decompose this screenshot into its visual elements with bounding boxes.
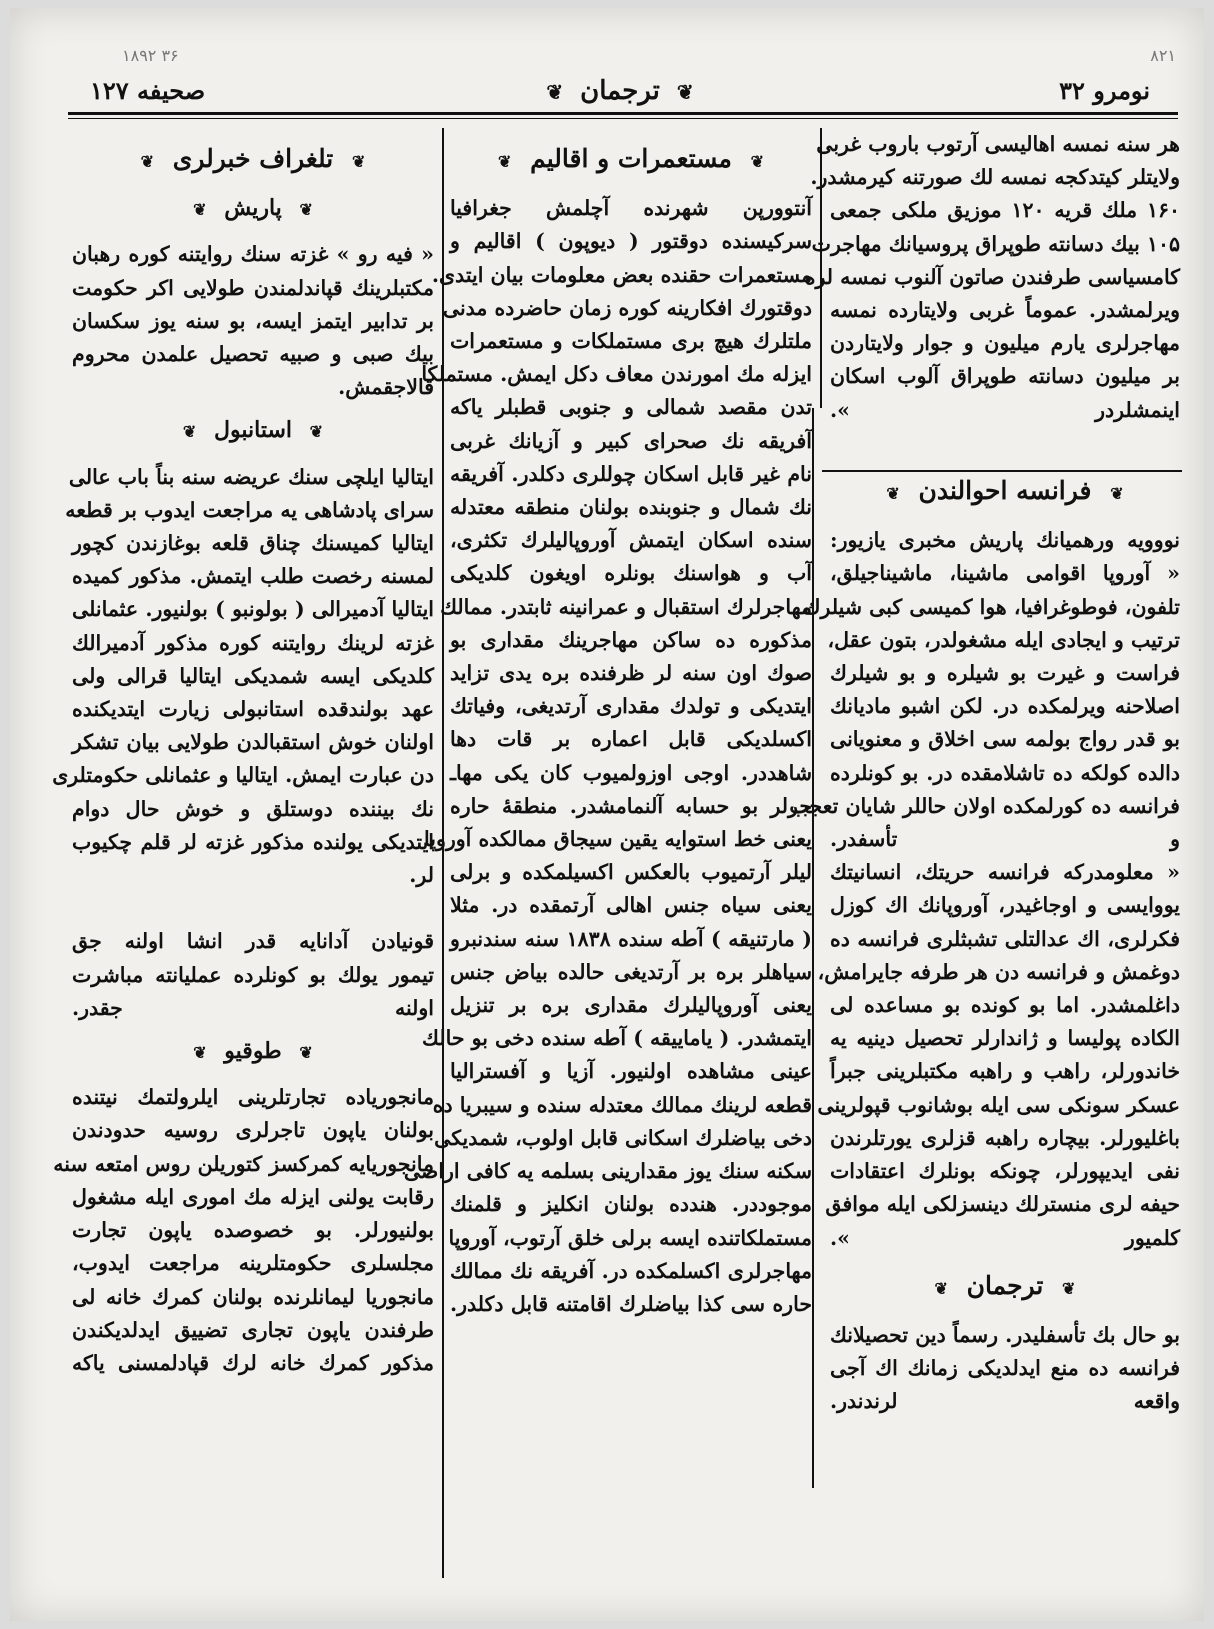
text-line: حاره سى كذا بياضلرك اقامتنه قابل دكلدر. xyxy=(450,1291,812,1316)
text-line: موجوددر. هندده بولنان انكليز و قلمنك xyxy=(450,1192,812,1217)
page-number: صحيفه ۱۲۷ xyxy=(90,76,206,105)
text-line: الكاده پوليسا و ژاندارلر تحصيل دينيه يه xyxy=(830,1026,1180,1051)
right-column xyxy=(789,128,1180,1608)
text-line: خاندورلر، راهب و راهبه مكتبلرينى جبراً xyxy=(830,1059,1180,1084)
text-line: فراست و غيرت بو شيلره و بو شيلرك xyxy=(830,661,1180,686)
ornament-icon: ❦ xyxy=(140,152,155,171)
text-line: آفريقه نك صحراى كبير و آزيانك غربى xyxy=(450,428,812,453)
text-line: نام غير قابل اسكان چوللرى دكلدر. آفريقه xyxy=(450,461,812,486)
text-line: ايتديكى يولنده مذكور غزته لر قلم چكيوب xyxy=(72,829,434,854)
text-line: دوغمش و فرانسه دن هر طرفه جايرامش، xyxy=(817,959,1180,984)
text-line: اينمشلردر ». xyxy=(830,397,1180,422)
text-line: مهاجرلرى اكسلمكده در. آفريقه نك ممالك xyxy=(450,1258,812,1283)
section-heading-tercuman: ❦ ترجمان ❦ xyxy=(934,1270,1076,1300)
text-line: ايزله مك امورندن معاف دكل ايمش. مستملكا xyxy=(421,362,812,387)
ornament-icon: ❦ xyxy=(351,152,366,171)
text-line: آب و هواسنك بونلره اويغون كلديكى xyxy=(450,561,812,586)
text-line: طرفندن ياپون تجارى تضييق ايدلديكندن xyxy=(72,1317,434,1342)
section-heading-colonies: ❦ مستعمرات و اقاليم ❦ xyxy=(497,144,765,173)
text-line: تدن مقصد شمالى و جنوبى قطبلر ياكه xyxy=(450,395,812,420)
newspaper-title xyxy=(538,76,701,106)
text-line: اولنان خوش استقبالدن طولايى بيان تشكر xyxy=(72,730,434,755)
text-line xyxy=(830,427,1180,460)
text-line: قالاجقمش. xyxy=(338,375,434,400)
text-line: لر. xyxy=(409,863,434,888)
text-line: مانجوريايه كمركسز كتوريلن روس امتعه سنه xyxy=(53,1151,434,1176)
text-line: عينى مشاهده اولنيور. آزيا و آفستراليا xyxy=(450,1059,812,1084)
text-line: دخى بياضلرك اسكانى قابل اولوب، شمديكى xyxy=(434,1125,812,1150)
article-tokyo xyxy=(53,1081,434,1380)
header-rule xyxy=(68,112,1178,115)
ornament-icon: ❦ xyxy=(299,1043,313,1063)
article-france xyxy=(789,524,1180,1254)
text-line: ملتلرك هيچ برى مستملكات و مستعمرات xyxy=(450,329,812,354)
title-text: ترجمان xyxy=(580,76,660,106)
text-line: مانجوريا ليمانلرنده بولنان كمرك خانه لى xyxy=(72,1284,434,1309)
text-line: كلميور ». xyxy=(830,1225,1180,1250)
header-rule-thin xyxy=(68,118,1178,119)
text-line: اكسلديكى قابل اعماره بر قات دها xyxy=(450,727,812,752)
subheading-tokyo: ❦ طوقيو ❦ xyxy=(193,1038,313,1065)
newspaper-page xyxy=(10,8,1204,1621)
text-line: سركيسنده دوقتور ( ديوپون ) اقاليم و xyxy=(450,229,812,254)
text-line: رقابت يولنى ايزله مك امورى ايله مشغول xyxy=(72,1184,434,1209)
text-line: كامسياسى طرفندن صاتون آلنوب نمسه لره xyxy=(804,264,1180,289)
text-line: جرلر بو حسابه آلنمامشدر. منطقهٔ حاره xyxy=(450,793,812,818)
subheading-paris: ❦ پاريش ❦ xyxy=(193,195,313,222)
ornament-icon: ❦ xyxy=(1110,484,1124,504)
ornament-icon: ❦ xyxy=(299,200,313,220)
text-line: عسكر سونكى سى ايله بوشانوب قپولرينى xyxy=(817,1092,1180,1117)
text-line: سراى پادشاهى يه مراجعت ايدوب بر قطعه xyxy=(65,497,434,522)
ornament-icon: ❦ xyxy=(750,152,765,171)
article-paris xyxy=(72,238,434,404)
text-line: بو قدر رواج بولمه سى اخلاق و معنويانى xyxy=(830,727,1180,752)
text-line: نك بيننده دوستلق و خوش حال دوام xyxy=(72,796,434,821)
text-line: بر ميليون دسانته طوپراق آلوب اسكان xyxy=(830,364,1180,389)
text-line: تلفون، فوطوغرافيا، هوا كميسى كبى شيلرك xyxy=(803,594,1180,619)
ornament-icon: ❦ xyxy=(546,80,564,104)
left-column xyxy=(52,128,434,1618)
text-line: داغلمشدر. اما بو كونده بو مساعده لى xyxy=(830,993,1180,1018)
text-line: صوك اون سنه لر ظرفنده بره يدى تزايد xyxy=(450,661,812,686)
text-line: اصلاحنه ويرلمكده در. لكن اشبو ماديانك xyxy=(830,694,1180,719)
text-line: ( مارتنيقه ) آطه سنده ۱۸۳۸ سنه سندنبرو xyxy=(450,926,812,951)
ornament-icon: ❦ xyxy=(193,1043,207,1063)
text-line: ترتيب و ايجادى ايله مشغولدر، بتون عقل، xyxy=(827,627,1180,652)
text-line: قونيادن آدانايه قدر انشا اولنه جق xyxy=(72,929,434,954)
issue-number: نومرو ۳۲ xyxy=(1059,76,1150,105)
column-divider xyxy=(812,408,814,1488)
text-line: ايتاليا آدميرالى ( بولونبو ) بولنيور. عثمانلى xyxy=(72,597,434,622)
text-line: باغليورلر. بيچاره راهبه قزلرى يورتلرندن xyxy=(830,1125,1180,1150)
ornament-icon: ❦ xyxy=(934,1278,948,1298)
text-line: سياهلر بره بر آرتديغى حالده بياض جنس xyxy=(450,959,812,984)
text-line: فرانسه ده كورلمكده اولان حاللر شايان تعجب xyxy=(789,793,1180,818)
pencil-note: ۱۸۹۲ ۳۶ xyxy=(122,46,179,65)
text-line: ۱۰۵ بيك دسانته طوپراق پروسيانك مهاجرت xyxy=(811,231,1180,256)
text-line: سنده اسكان ايتمش آوروپاليلرك تكثرى، xyxy=(450,528,812,553)
text-line: دن عبارت ايمش. ايتاليا و عثمانلى حكومتلرى xyxy=(52,763,434,788)
text-line: مجلسلرى حكومتلرينه مراجعت ايدوب، xyxy=(72,1251,434,1276)
text-line: مذكوره ده ساكن مهاجرينك مقدارى بو xyxy=(450,627,812,652)
subheading-istanbul: ❦ استانبول ❦ xyxy=(182,417,324,444)
article-colonies xyxy=(403,192,812,1321)
article-continued xyxy=(804,128,1180,460)
section-heading-france: ❦ فرانسه احوالندن ❦ xyxy=(886,476,1124,506)
text-line: بر تدابير ايتمز ايسه، بو سنه يوز سكسان xyxy=(72,308,434,333)
text-line: مهاجرلرك استقبال و عمرانينه ثابتدر. ممالك xyxy=(440,594,812,619)
text-line: يعنى آوروپاليلرك مقدارى بره بر تنزيل xyxy=(450,993,812,1018)
ornament-icon: ❦ xyxy=(676,80,694,104)
text-line: مذكور كمرك خانه لرك قپادلمسنى ياكه xyxy=(72,1350,434,1375)
text-line: واقعه لرندندر. xyxy=(830,1389,1180,1414)
text-line: اولنه جقدر. xyxy=(72,995,434,1020)
ornament-icon: ❦ xyxy=(497,152,512,171)
text-line: آنتوورپن شهرنده آچلمش جغرافيا xyxy=(450,196,812,221)
text-line: ليلر آرتميوب بالعكس اكسيلمكده و برلى xyxy=(450,860,812,885)
text-line: بيك صبى و صبيه تحصيل علمدن محروم xyxy=(72,342,434,367)
ornament-icon: ❦ xyxy=(193,200,207,220)
ornament-icon: ❦ xyxy=(886,484,900,504)
text-line: مكتبلرينك قپاندلمندن طولايى اكر حكومت xyxy=(72,275,434,300)
text-line: و تأسفدر. xyxy=(830,827,1180,852)
section-heading-telegraph: ❦ تلغراف خبرلرى ❦ xyxy=(140,144,366,173)
text-line: نووويه ورهميانك پاريش مخبرى يازيور: xyxy=(830,528,1180,553)
text-line: يعنى سياه جنس اهالى آرتمقده در. مثلا xyxy=(450,893,812,918)
text-line: شاهددر. اوجى اوزولميوب كان يكى مهاـ xyxy=(450,760,812,785)
text-line: دالده كولكه ده تاشلامقده در. بو كونلرده xyxy=(830,760,1180,785)
text-line: ايتاليا ايلچى سنك عريضه سنه بناً باب عالى xyxy=(68,464,434,489)
text-line: عهد بولندقده استانبولى زيارت ايتديكنده xyxy=(72,697,434,722)
text-line: ۱۶۰ ملك قريه ۱۲۰ موزيق ملكى جمعى xyxy=(830,198,1180,223)
text-line: نك شمال و جنوبنده بولنان منطقه معتدله xyxy=(450,495,812,520)
text-line: مستعمرات حقنده بعض معلومات بيان ايتدى. xyxy=(431,262,812,287)
text-line: بولنان ياپون تاجرلرى روسيه حدودندن xyxy=(72,1118,434,1143)
article-istanbul xyxy=(52,461,434,1025)
text-line: نفى ايديپورلر، چونكه بونلرك اعتقادات xyxy=(830,1159,1180,1184)
text-line: بولنيورلر. بو خصوصده ياپون تجارت xyxy=(72,1218,434,1243)
ornament-icon: ❦ xyxy=(1062,1278,1076,1298)
text-line: ايتمشدر. ( ياماييقه ) آطه سنده دخى بو حالك xyxy=(422,1026,812,1051)
text-line: ايتديكى و تولدك مقدارى آرتديغى، وفياتك xyxy=(450,694,812,719)
text-line: سكنه سنك يوز مقدارينى بسلمه يه كافى اراضى xyxy=(403,1159,812,1184)
text-line: بو حال بك تأسفليدر. رسماً دين تحصيلانك xyxy=(830,1322,1180,1347)
text-line: غزته لرينك روايتنه كوره مذكور آدميرالك xyxy=(72,630,434,655)
text-line: تيمور يولك بو كونلرده عمليانته مباشرت xyxy=(72,962,434,987)
ornament-icon: ❦ xyxy=(309,422,324,442)
text-line: هر سنه نمسه اهاليسى آرتوب باروب غربى xyxy=(816,132,1180,156)
text-line: فكرلرى، اك عدالتلى تشبثلرى فرانسه ده xyxy=(830,926,1180,951)
text-line: « فيه رو » غزته سنك روايتنه كوره رهبان xyxy=(72,242,434,267)
text-line: يعنى خط استوايه يقين سيجاق ممالكده آوروپا xyxy=(424,827,812,852)
text-line: قطعه لرينك ممالك معتدله سنده و سيبريا ده xyxy=(432,1092,812,1117)
text-line: « معلومدركه فرانسه حريتك، انسانيتك xyxy=(830,860,1180,885)
middle-column xyxy=(403,128,812,1618)
text-line: كلديكى ايسه شمديكى ايتاليا قرالى ولى xyxy=(72,663,434,688)
text-line: يووايسى و اوجاغيدر، آوروپانك اك كوزل xyxy=(830,893,1180,918)
text-line: لمسنه رخصت طلب ايتمش. مذكور كميده xyxy=(72,564,434,589)
text-line: حيفه لرى منسترلك دينسزلكى ايله موافق xyxy=(825,1192,1180,1217)
text-line: ايتاليا كميسنك چناق قلعه بوغازندن كچور xyxy=(72,531,434,556)
ornament-icon: ❦ xyxy=(182,422,197,442)
text-line: مستملكاتنده ايسه برلى خلق آرتوب، آوروپا xyxy=(448,1225,812,1250)
text-line: دوقتورك افكارينه كوره زمان حاضرده مدنى xyxy=(442,295,812,320)
text-line: ولايتلر كيتدكجه نمسه لك صورتنه كيرمشدر. xyxy=(810,165,1180,190)
text-line: مانجورياده تجارتلرينى ايلرولتمك نيتنده xyxy=(72,1085,434,1110)
masthead xyxy=(70,68,1170,108)
text-line: ويرلمشدر. عموماً غربى ولايتارده نمسه xyxy=(830,298,1180,323)
pencil-note-right: ۸۲۱ xyxy=(1150,46,1176,65)
text-line: مهاجرلرى يارم ميليون و جوار ولايتاردن xyxy=(830,331,1180,356)
text-line xyxy=(72,892,434,925)
text-line: فرانسه ده منع ايدلديكى زمانك اك آجى xyxy=(830,1356,1180,1381)
text-line: « آوروپا اقوامى ماشينا، ماشيناجيلق، xyxy=(830,561,1180,586)
article-tercuman xyxy=(830,1319,1180,1419)
